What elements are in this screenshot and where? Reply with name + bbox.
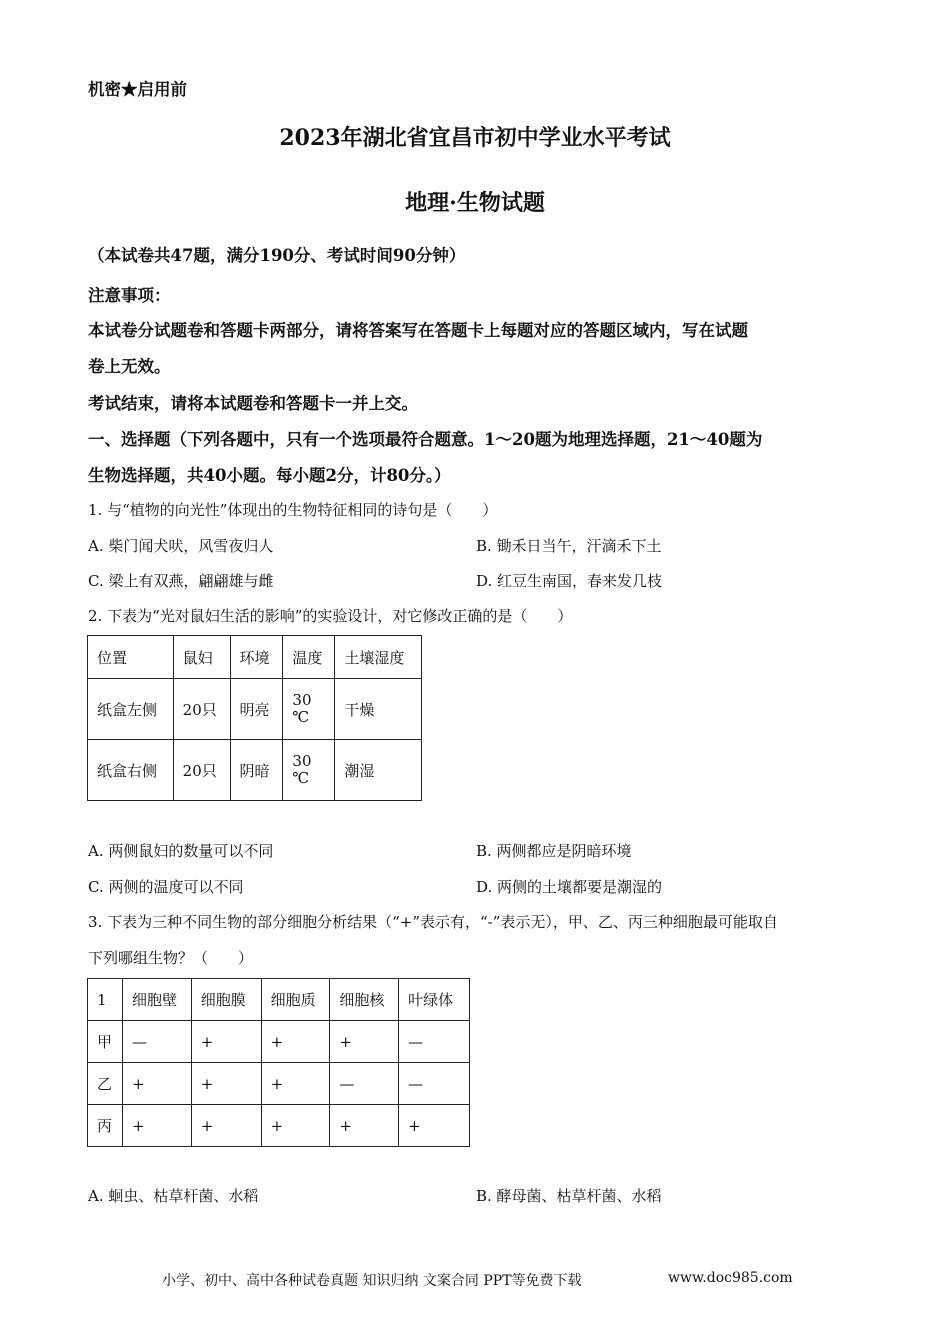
- table-cell: —: [330, 1063, 399, 1105]
- table-cell: —: [399, 1063, 470, 1105]
- table-cell: +: [261, 1105, 330, 1147]
- q1-option-d: D. 红豆生南国，春来发几枝: [476, 572, 663, 590]
- footer-url-link[interactable]: www.doc985.com: [668, 1270, 793, 1286]
- section-heading-line-1: 一、选择题（下列各题中，只有一个选项最符合题意。1～20题为地理选择题，21～40题为: [88, 430, 763, 449]
- table-cell: +: [330, 1021, 399, 1063]
- q3-cell-table: [87, 978, 470, 1147]
- table-cell: 潮湿: [335, 740, 422, 801]
- exam-info: （本试卷共47题，满分190分、考试时间90分钟）: [88, 246, 466, 265]
- q2-option-a: A. 两侧鼠妇的数量可以不同: [88, 842, 274, 860]
- table-cell: +: [330, 1105, 399, 1147]
- table-cell: +: [261, 1063, 330, 1105]
- table-cell: 丙: [88, 1105, 123, 1147]
- q2-option-c: C. 两侧的温度可以不同: [88, 878, 244, 896]
- notes-line-2: 卷上无效。: [88, 357, 171, 376]
- q2-experiment-table: [87, 635, 422, 801]
- table-cell: —: [122, 1021, 191, 1063]
- table-cell: 30 ℃: [283, 679, 335, 740]
- table-cell: 20只: [173, 740, 230, 801]
- table-header-cell: 位置: [88, 636, 174, 679]
- confidential-label: 机密★启用前: [88, 80, 187, 99]
- table-header-cell: 1: [88, 979, 123, 1021]
- exam-subtitle: 地理·生物试题: [405, 190, 545, 216]
- table-header-cell: 鼠妇: [173, 636, 230, 679]
- q3-option-b: B. 酵母菌、枯草杆菌、水稻: [476, 1187, 662, 1205]
- table-row: [88, 740, 422, 801]
- notes-line-1: 本试卷分试题卷和答题卡两部分，请将答案写在答题卡上每题对应的答题区域内，写在试题: [88, 321, 748, 340]
- q2-option-d: D. 两侧的土壤都要是潮湿的: [476, 878, 663, 896]
- q2-stem: 2. 下表为“光对鼠妇生活的影响”的实验设计，对它修改正确的是（ ）: [88, 607, 573, 625]
- table-header-cell: 土壤湿度: [335, 636, 422, 679]
- q3-stem-line-2: 下列哪组生物？（ ）: [88, 949, 254, 967]
- q3-stem-line-1: 3. 下表为三种不同生物的部分细胞分析结果（“+”表示有，“-”表示无），甲、乙、丙三种细胞最可能取自: [88, 913, 778, 931]
- table-row: [88, 679, 422, 740]
- table-header-row: [88, 636, 422, 679]
- table-header-cell: 叶绿体: [399, 979, 470, 1021]
- table-header-cell: 环境: [230, 636, 283, 679]
- table-cell: +: [261, 1021, 330, 1063]
- table-cell: 纸盒左侧: [88, 679, 174, 740]
- section-heading-line-2: 生物选择题，共40小题。每小题2分，计80分。）: [88, 466, 451, 485]
- table-cell: +: [191, 1063, 261, 1105]
- q1-option-b: B. 锄禾日当午，汗滴禾下土: [476, 537, 662, 555]
- table-cell: +: [191, 1021, 261, 1063]
- q2-option-b: B. 两侧都应是阴暗环境: [476, 842, 632, 860]
- table-cell: 纸盒右侧: [88, 740, 174, 801]
- table-cell: —: [399, 1021, 470, 1063]
- table-cell: 甲: [88, 1021, 123, 1063]
- table-header-cell: 细胞膜: [191, 979, 261, 1021]
- table-row: [88, 1021, 470, 1063]
- table-header-cell: 细胞壁: [122, 979, 191, 1021]
- exam-title: 2023年湖北省宜昌市初中学业水平考试: [279, 125, 671, 151]
- table-row: [88, 1063, 470, 1105]
- notes-heading: 注意事项：: [88, 286, 171, 305]
- footer-text: 小学、初中、高中各种试卷真题 知识归纳 文案合同 PPT等免费下载: [162, 1273, 582, 1289]
- table-cell: 20只: [173, 679, 230, 740]
- q1-option-a: A. 柴门闻犬吠，风雪夜归人: [88, 537, 274, 555]
- table-header-cell: 细胞质: [261, 979, 330, 1021]
- q1-option-c: C. 梁上有双燕，翩翩雄与雌: [88, 572, 274, 590]
- table-header-cell: 温度: [283, 636, 335, 679]
- table-cell: 干燥: [335, 679, 422, 740]
- table-cell: 30 ℃: [283, 740, 335, 801]
- table-cell: +: [191, 1105, 261, 1147]
- table-cell: 阴暗: [230, 740, 283, 801]
- q1-stem: 1. 与“植物的向光性”体现出的生物特征相同的诗句是（ ）: [88, 501, 498, 519]
- table-cell: 乙: [88, 1063, 123, 1105]
- table-cell: +: [122, 1105, 191, 1147]
- table-row: [88, 1105, 470, 1147]
- table-cell: +: [399, 1105, 470, 1147]
- notes-line-3: 考试结束，请将本试题卷和答题卡一并上交。: [88, 394, 418, 413]
- q3-option-a: A. 蛔虫、枯草杆菌、水稻: [88, 1187, 259, 1205]
- table-cell: 明亮: [230, 679, 283, 740]
- table-header-row: [88, 979, 470, 1021]
- table-cell: +: [122, 1063, 191, 1105]
- table-header-cell: 细胞核: [330, 979, 399, 1021]
